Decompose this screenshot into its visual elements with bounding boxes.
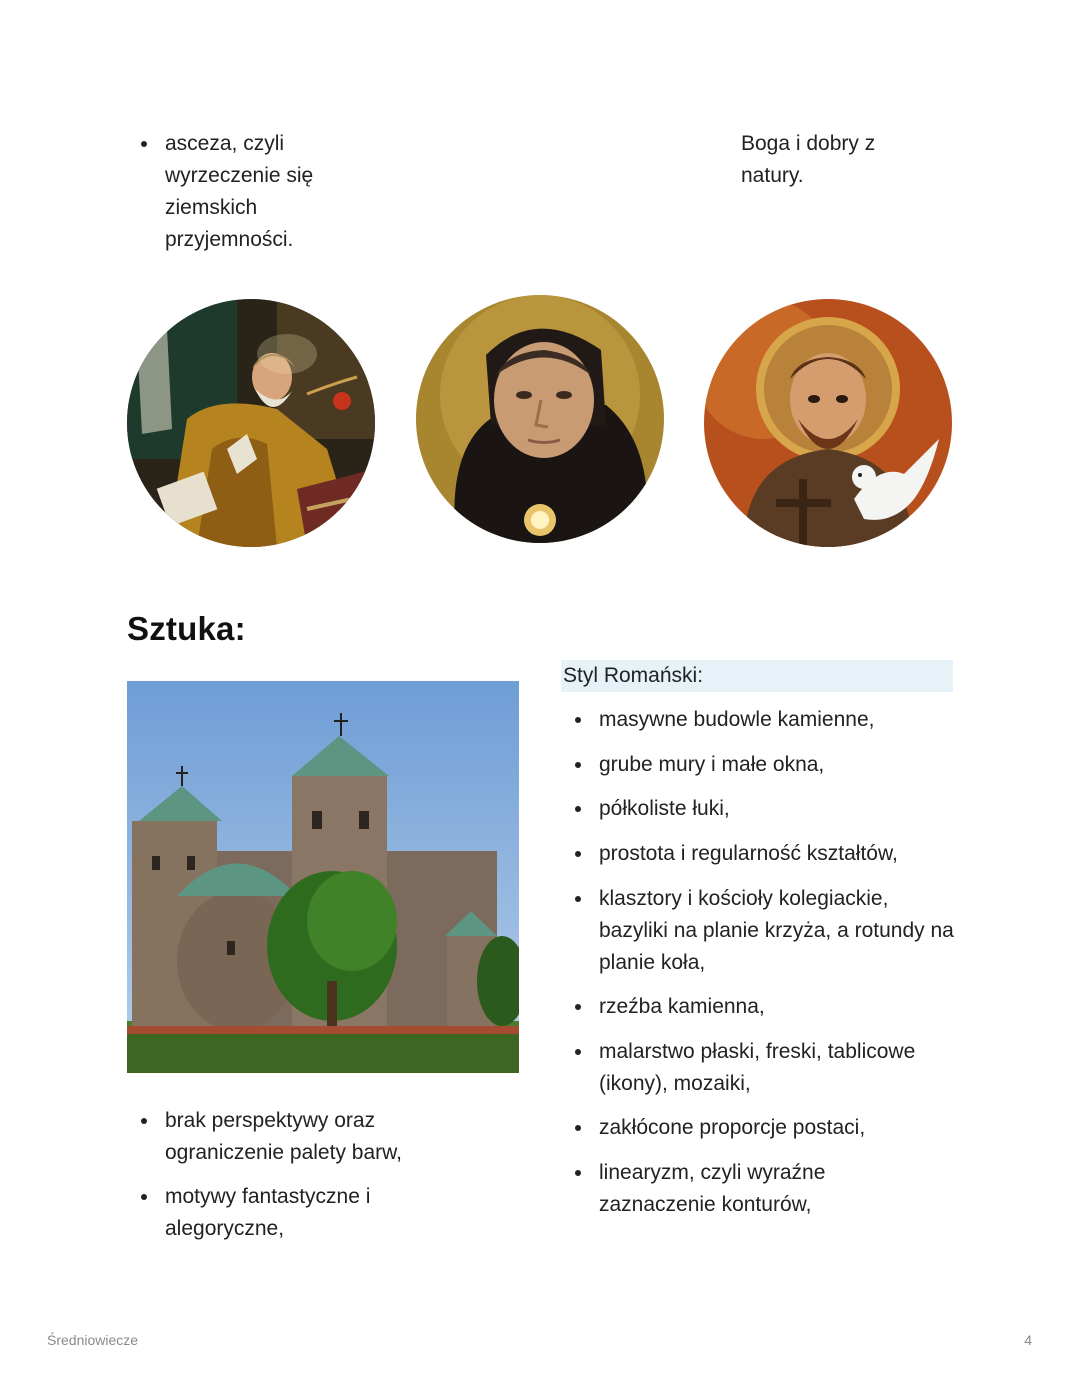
list-item: zakłócone proporcje postaci, [562,1112,962,1144]
list-item: grube mury i małe okna, [562,749,962,781]
footer-title: Średniowiecze [47,1332,139,1348]
list-item: malarstwo płaski, freski, tablicowe (ikony), mozaiki, [562,1036,962,1100]
top-right-text: Boga i dobry z natury. [741,132,876,187]
portrait-aquinas [416,295,664,543]
portrait-francis [704,299,952,547]
portrait-augustine [127,299,375,547]
list-item: masywne budowle kamienne, [562,704,962,736]
romanesque-features-list [562,704,962,1221]
art-left-list [128,1105,438,1245]
list-item: linearyzm, czyli wyraźne zaznaczenie konturów, [562,1157,899,1221]
list-item: półkoliste łuki, [562,793,962,825]
list-item: rzeźba kamienna, [562,991,962,1023]
list-item: prostota i regularność kształtów, [562,838,962,870]
page-number: 4 [1024,1332,1032,1348]
list-item: brak perspektywy oraz ograniczenie palety barw, [128,1105,438,1169]
list-item: motywy fantastyczne i alegoryczne, [128,1181,405,1245]
list-item: asceza, czyli wyrzeczenie się ziemskich przyjemności. [128,128,348,256]
romanesque-church-photo [127,681,519,1073]
list-item: klasztory i kościoły kolegiackie, bazyliki na planie krzyża, a rotundy na planie koła, [562,883,962,979]
style-label: Styl Romański: [561,660,953,692]
section-heading: Sztuka: [127,610,246,647]
top-left-list [128,128,348,256]
